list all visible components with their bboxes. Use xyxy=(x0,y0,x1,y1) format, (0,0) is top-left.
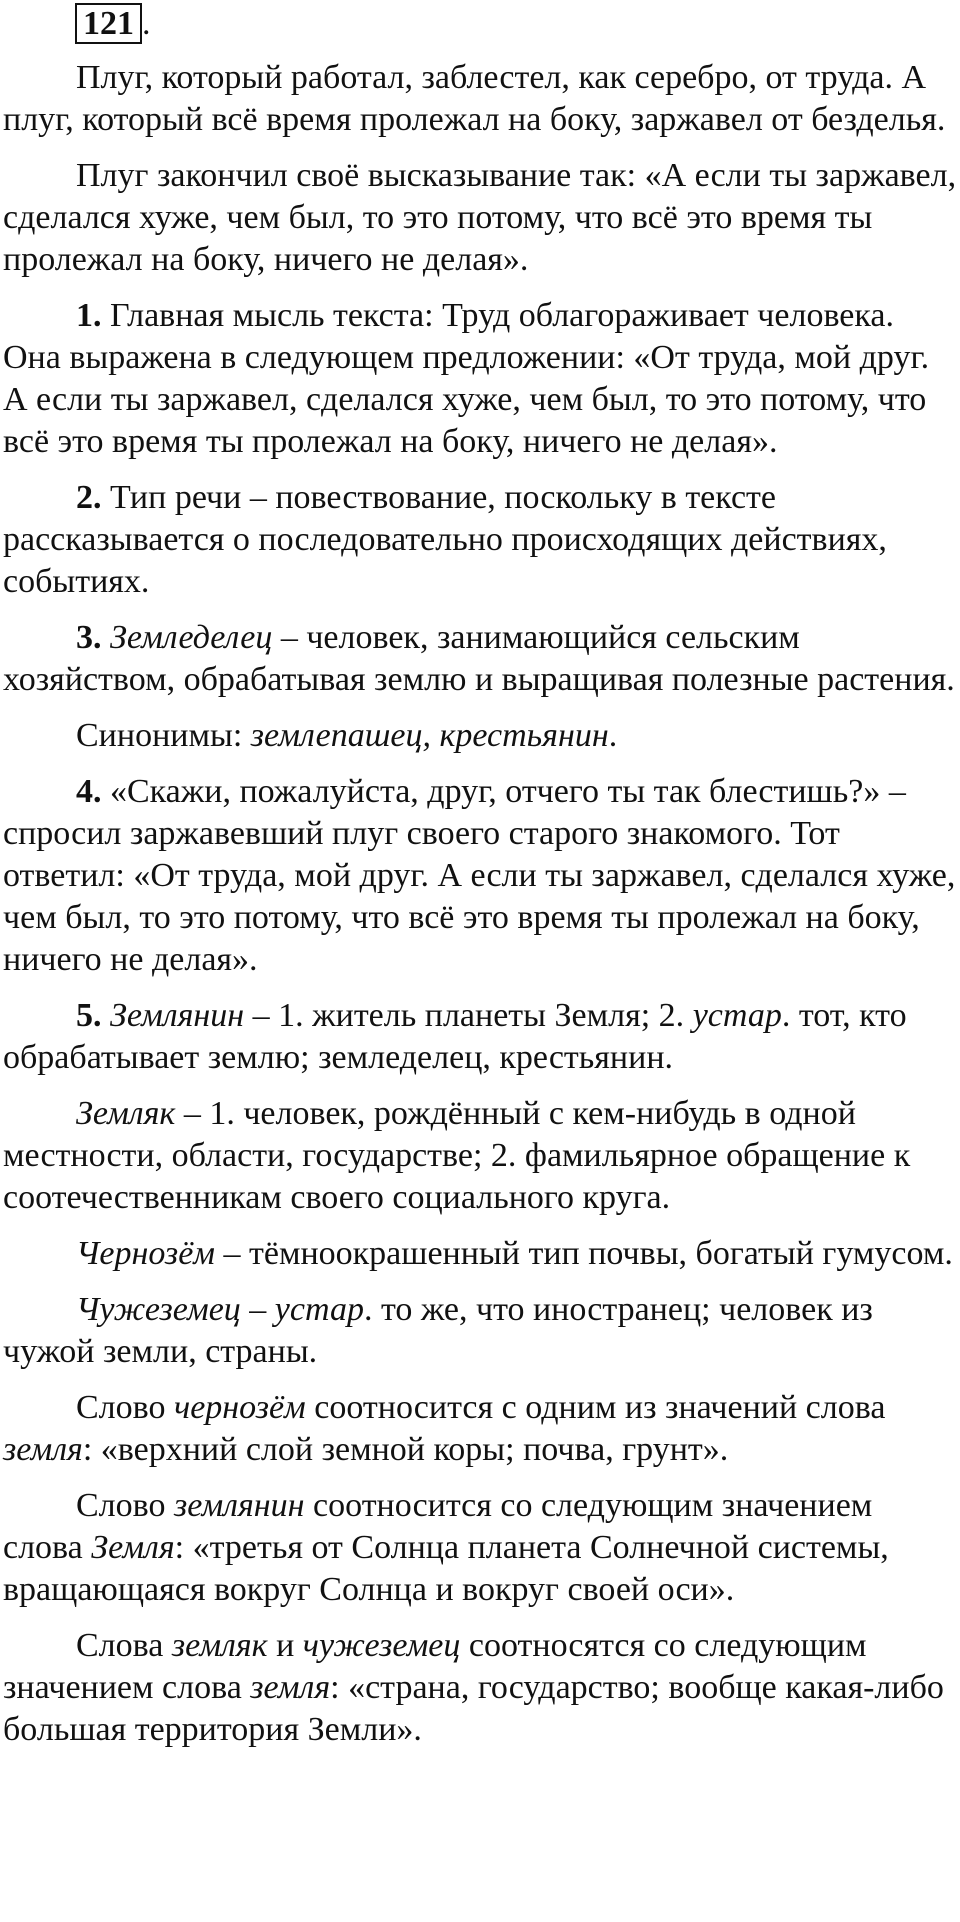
exercise-number-row xyxy=(75,3,960,47)
answer-1-number: 1. xyxy=(76,297,102,334)
synonyms-words: землепашец, крестьянин xyxy=(250,717,609,754)
rel3-word-zemlyak: земляк xyxy=(171,1627,268,1664)
answer-3-text: – человек, занимающийся сельским хозяйством, обрабатывая землю и выращивая полезные растения. xyxy=(3,619,955,698)
chernozem-term: Чернозём xyxy=(76,1235,215,1272)
answer-3 xyxy=(3,617,960,701)
synonyms-end: . xyxy=(608,717,618,754)
answer-4-number: 4. xyxy=(76,773,102,810)
answer-1 xyxy=(3,295,960,463)
zemlyak-text: – 1. человек, рождённый с кем-нибудь в одной местности, области, государстве; 2. фамильярное обращение к соотечественникам своего социального круга. xyxy=(3,1095,911,1216)
rel2-word-zemlyanin: землянин xyxy=(173,1487,305,1524)
answer-4-text: «Скажи, пожалуйста, друг, отчего ты так блестишь?» – спросил заржавевший плуг своего старого знакомого. Тот ответил: «От труда, мой друг. А если ты заржавел, сделался хуже, чем был, то это потому, что всё это время ты пролежал на боку, ничего не делая». xyxy=(3,773,956,978)
exercise-number: 121 xyxy=(75,3,142,44)
definition-chuzhezemets xyxy=(3,1289,960,1373)
answer-3-term: Земледелец xyxy=(110,619,273,656)
definition-zemlyak xyxy=(3,1093,960,1219)
rel3-d: : «страна, государство; вообще какая-либо большая территория Земли». xyxy=(3,1669,944,1748)
rel3-word-chuzhezemets: чужеземец xyxy=(302,1627,461,1664)
paragraph-2: Плуг закончил своё высказывание так: «А если ты заржавел, сделался хуже, чем был, то это потому, что всё это время ты пролежал на боку, ничего не делая». xyxy=(3,157,957,278)
answer-5 xyxy=(3,995,960,1079)
rel3-word-zemlya: земля xyxy=(250,1669,331,1706)
synonyms-line xyxy=(3,715,960,757)
relation-zemlyak-chuzhezemets xyxy=(3,1625,960,1751)
rel2-b: соотносится со следующим значением слова xyxy=(3,1487,873,1566)
answer-5-number: 5. xyxy=(76,997,102,1034)
rel1-c: : «верхний слой земной коры; почва, грунт». xyxy=(82,1431,729,1468)
answer-4 xyxy=(3,771,960,981)
answer-1-text: Главная мысль текста: Труд облагораживает человека. Она выражена в следующем предложении: «От труда, мой друг. А если ты заржавел, сделался хуже, чем был, то это потому, что всё это время ты пролежал на боку, ничего не делая». xyxy=(3,297,930,460)
rel3-b: и xyxy=(267,1627,303,1664)
chuzhezemets-text: . то же, что иностранец; человек из чужой земли, страны. xyxy=(3,1291,873,1370)
chernozem-text: – тёмноокрашенный тип почвы, богатый гумусом. xyxy=(215,1235,953,1272)
answer-5-abbr: устар xyxy=(692,997,782,1034)
chuzhezemets-term: Чужеземец – устар xyxy=(76,1291,364,1328)
definition-chernozem xyxy=(3,1233,960,1275)
answer-2-number: 2. xyxy=(76,479,102,516)
rel2-a: Слово xyxy=(76,1487,174,1524)
rel2-word-zemlya: Земля xyxy=(91,1529,175,1566)
paragraph-1: Плуг, который работал, заблестел, как серебро, от труда. А плуг, который всё время пролежал на боку, заржавел от безделья. xyxy=(3,59,946,138)
rel1-word-chernozem: чернозём xyxy=(173,1389,306,1426)
answer-5-term: Землянин xyxy=(110,997,245,1034)
rel2-c: : «третья от Солнца планета Солнечной системы, вращающаяся вокруг Солнца и вокруг своей оси». xyxy=(3,1529,889,1608)
answer-2-text: Тип речи – повествование, поскольку в тексте рассказывается о последовательно происходящих действиях, событиях. xyxy=(3,479,887,600)
rel1-b: соотносится с одним из значений слова xyxy=(305,1389,886,1426)
synonyms-label: Синонимы: xyxy=(76,717,251,754)
answer-5-text-a: – 1. житель планеты Земля; 2. xyxy=(244,997,693,1034)
relation-chernozem xyxy=(3,1387,960,1471)
answer-3-number: 3. xyxy=(76,619,102,656)
rel3-a: Слова xyxy=(76,1627,172,1664)
rel1-a: Слово xyxy=(76,1389,174,1426)
answer-2 xyxy=(3,477,960,603)
answer-5-text-b: . тот, кто обрабатывает землю; земледелец, крестьянин. xyxy=(3,997,907,1076)
zemlyak-term: Земляк xyxy=(76,1095,176,1132)
relation-zemlyanin xyxy=(3,1485,960,1611)
page xyxy=(0,3,960,1922)
rel3-c: соотносятся со следующим значением слова xyxy=(3,1627,867,1706)
exercise-number-dot: . xyxy=(142,5,151,42)
rel1-word-zemlya: земля xyxy=(3,1431,83,1468)
